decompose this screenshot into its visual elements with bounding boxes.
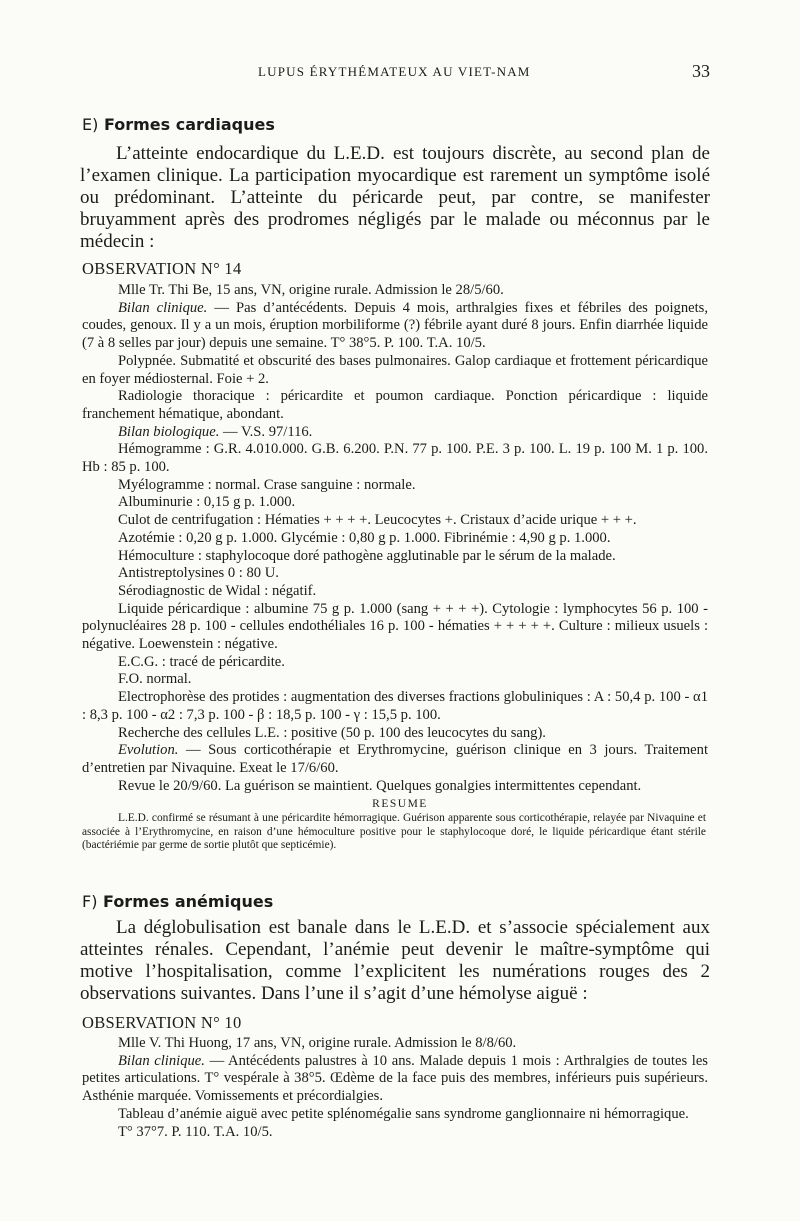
bilan-clinique-text: — Pas d’antécédents. Depuis 4 mois, arthralgies fixes et fébriles des poignets, coudes, genoux. Il y a un mois, éruption morbiliforme (?) fébrile ayant duré 8 jours. Enfin diarrhée liquide (7 à 8 selles par jour) depuis une semaine. T° 38°5. P. 100. T.A. 10/5.	[82, 299, 708, 352]
patient-line: Mlle V. Thi Huong, 17 ans, VN, origine rurale. Admission le 8/8/60.	[118, 1035, 517, 1051]
observation-14-title: OBSERVATION N° 14	[82, 259, 242, 278]
section-f-paragraph	[80, 917, 710, 1005]
section-heading-f	[82, 892, 273, 911]
evolution-line	[82, 742, 708, 777]
section-letter: F)	[82, 892, 98, 911]
bilan-clinique-text: — Antécédents palustres à 10 ans. Malade depuis 1 mois : Arthralgies de toutes les petites articulations. T° vespérale à 38°5. Œdème de la face puis des membres, inférieurs puis supérieurs. Asthénie marquée. Vomissements et précordialgies.	[82, 1052, 708, 1105]
observation-10-title: OBSERVATION N° 10	[82, 1013, 242, 1032]
lead-text: La déglobulisation est banale dans le L.E.D. et s’associe spécialement aux atteintes rénales. Cependant, l’anémie peut devenir le maître-symptôme qui motive l’hospitalisation, comme l’explicitent les numérations rouges des 2 observations suivantes. Dans l’une il s’agit d’une hémolyse aiguë :	[80, 917, 710, 1004]
radiologie-line: Radiologie thoracique : péricardite et poumon cardiaque. Ponction péricardique : liquide franchement hématique, abondant.	[82, 388, 708, 422]
resume-text: L.E.D. confirmé se résumant à une péricardite hémorragique. Guérison apparente sous corticothérapie, relayée par Nivaquine et associée à l’Erythromycine, en raison d’une hémoculture positive pour le staphylocoque doré, le liquide péricardique étant stérile (bactériémie par germe de sortie plutôt que septicémie).	[82, 812, 706, 852]
electrophorese-line: Electrophorèse des protides : augmentation des diverses fractions globuliniques : A : 50,4 p. 100 - α1 : 8,3 p. 100 - α2 : 7,3 p. 100 - β : 18,5 p. 100 - γ : 15,5 p. 100.	[82, 689, 708, 723]
evolution-text: — Sous corticothérapie et Erythromycine, guérison clinique en 3 jours. Traitement d’entretien par Nivaquine. Exeat le 17/6/60.	[82, 742, 708, 776]
recherche-line: Recherche des cellules L.E. : positive (50 p. 100 des leucocytes du sang).	[118, 724, 546, 741]
bilan-biologique-label: Bilan biologique.	[118, 423, 220, 440]
tableau-line: Tableau d’anémie aiguë avec petite splénomégalie sans syndrome ganglionnaire ni hémorragique.	[118, 1105, 689, 1122]
bilan-clinique-label: Bilan clinique.	[118, 1052, 205, 1069]
section-title: Formes anémiques	[103, 892, 274, 911]
bilan-clinique	[82, 1053, 708, 1106]
bilan-clinique	[82, 300, 708, 353]
serodiagnostic-line: Sérodiagnostic de Widal : négatif.	[118, 582, 317, 599]
patient-line: Mlle Tr. Thi Be, 15 ans, VN, origine rurale. Admission le 28/5/60.	[118, 282, 504, 298]
ecg-line: E.C.G. : tracé de péricardite.	[118, 653, 285, 670]
page-number: 33	[692, 61, 710, 81]
revue-line: Revue le 20/9/60. La guérison se maintient. Quelques gonalgies intermittentes cependant.	[118, 777, 642, 794]
myelogramme-line: Myélogramme : normal. Crase sanguine : normale.	[118, 476, 416, 493]
vitals-line: T° 37°7. P. 110. T.A. 10/5.	[118, 1123, 273, 1140]
section-e-paragraph	[80, 143, 710, 253]
hemogramme-line: Hémogramme : G.R. 4.010.000. G.B. 6.200. P.N. 77 p. 100. P.E. 3 p. 100. L. 19 p. 100 M. 1 p. 100. Hb : 85 p. 100.	[82, 441, 708, 476]
culot-line: Culot de centrifugation : Hématies + + + +. Leucocytes +. Cristaux d’acide urique + + +.	[118, 512, 637, 529]
antistreptolysines-line: Antistreptolysines 0 : 80 U.	[118, 565, 279, 582]
section-title: Formes cardiaques	[103, 115, 275, 134]
azotemie-line: Azotémie : 0,20 g p. 1.000. Glycémie : 0,80 g p. 1.000. Fibrinémie : 4,90 g p. 1.000.	[118, 529, 611, 546]
albuminurie-line: Albuminurie : 0,15 g p. 1.000.	[118, 494, 296, 511]
running-title: LUPUS ÉRYTHÉMATEUX AU VIET-NAM	[258, 64, 531, 79]
observation-10-body	[82, 1035, 708, 1141]
bilan-biologique	[82, 424, 708, 442]
page-header	[0, 61, 800, 84]
evolution-label: Evolution.	[118, 742, 179, 759]
bilan-biologique-text: — V.S. 97/116.	[219, 423, 313, 440]
hemoculture-line: Hémoculture : staphylocoque doré pathogène agglutinable par le sérum de la malade.	[118, 547, 616, 564]
liquide-pericardique-line: Liquide péricardique : albumine 75 g p. 1.000 (sang + + + +). Cytologie : lymphocytes 56 p. 100 - polynucléaires 28 p. 100 - cellules endothéliales 16 p. 100 - hématies + + + + +. Culture : milieux usuels : négative. Loewenstein : négative.	[82, 600, 708, 653]
resume-body	[82, 812, 706, 853]
polypnee-line: Polypnée. Submatité et obscurité des bases pulmonaires. Galop cardiaque et frottement péricardique en foyer médiosternal. Foie + 2.	[82, 352, 708, 387]
fo-line: F.O. normal.	[118, 671, 192, 688]
bilan-clinique-label: Bilan clinique.	[118, 299, 208, 316]
section-heading-e	[82, 115, 275, 134]
observation-14-body	[82, 282, 708, 795]
section-letter: E)	[82, 115, 99, 134]
resume-title: RESUME	[372, 798, 428, 810]
lead-text: L’atteinte endocardique du L.E.D. est toujours discrète, au second plan de l’examen clinique. La participation myocardique est rarement un symptôme isolé ou prédominant. L’atteinte du péricarde peut, par contre, se manifester bruyamment après des prodromes négligés par le malade ou méconnus par le médecin :	[80, 143, 710, 252]
